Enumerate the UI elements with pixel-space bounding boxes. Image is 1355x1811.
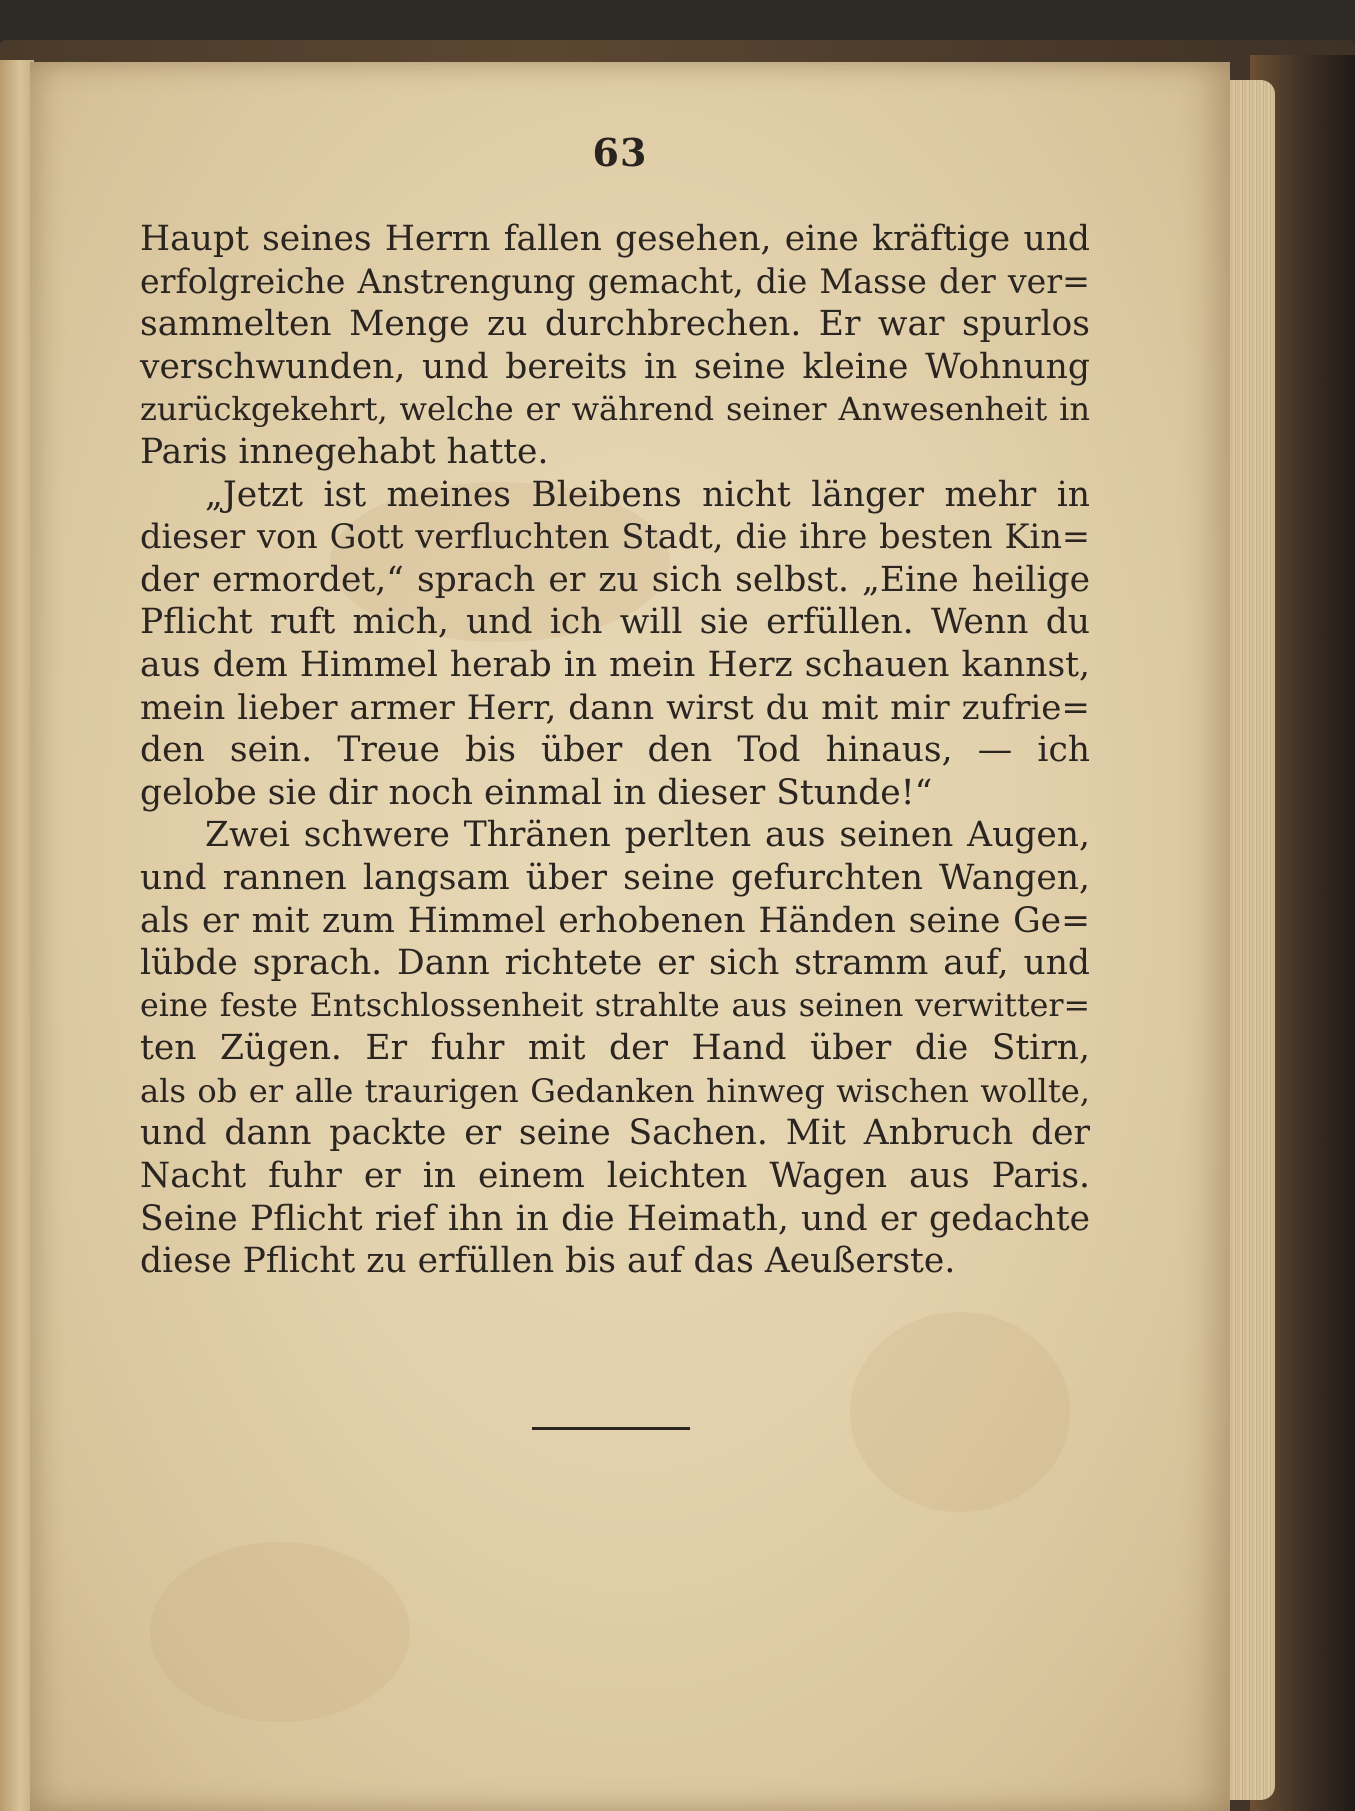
text-line: diese Pflicht zu erfüllen bis auf das Aeußerste. (140, 1241, 956, 1282)
text-line: erfolgreiche Anstrengung gemacht, die Masse der ver= (140, 261, 1090, 301)
text-line: zurückgekehrt, welche er während seiner Anwesenheit in (140, 390, 1090, 429)
text-line: der ermordet,“ sprach er zu sich selbst. „Eine heilige (140, 559, 1090, 600)
text-line: verschwunden, und bereits in seine kleine Wohnung (140, 346, 1090, 387)
text-line: Nacht fuhr er in einem leichten Wagen aus Paris. (140, 1156, 1090, 1197)
text-line: aus dem Himmel herab in mein Herz schauen kannst, (140, 644, 1090, 685)
text-line: den sein. Treue bis über den Tod hinaus, — ich (140, 730, 1090, 771)
paper-stain (150, 1542, 410, 1722)
text-line: „Jetzt ist meines Bleibens nicht länger mehr in (205, 474, 1090, 515)
text-line: Paris innegehabt hatte. (140, 431, 549, 472)
text-line: Seine Pflicht rief ihn in die Heimath, und er gedachte (140, 1198, 1090, 1239)
page-number: 63 (592, 130, 648, 175)
paper-stain (850, 1312, 1070, 1512)
text-line: eine feste Entschlossenheit strahlte aus seinen verwitter= (140, 987, 1090, 1024)
text-line: und rannen langsam über seine gefurchten Wangen, (140, 857, 1090, 898)
text-line: Pflicht ruft mich, und ich will sie erfüllen. Wenn du (140, 602, 1090, 643)
text-line: Haupt seines Herrn fallen gesehen, eine kräftige und (140, 219, 1090, 259)
body-text (140, 218, 1090, 1283)
text-line: dieser von Gott verfluchten Stadt, die ihre besten Kin= (140, 517, 1090, 557)
text-line: sammelten Menge zu durchbrechen. Er war spurlos (140, 304, 1090, 345)
chapter-end-rule (532, 1427, 690, 1430)
text-line: als ob er alle traurigen Gedanken hinweg wischen wollte, (140, 1071, 1090, 1110)
text-line: Zwei schwere Thränen perlten aus seinen Augen, (205, 815, 1090, 856)
text-line: ten Zügen. Er fuhr mit der Hand über die Stirn, (140, 1028, 1090, 1069)
text-line: als er mit zum Himmel erhobenen Händen seine Ge= (140, 900, 1090, 941)
text-line: und dann packte er seine Sachen. Mit Anbruch der (140, 1113, 1090, 1154)
text-line: lübde sprach. Dann richtete er sich stramm auf, und (140, 943, 1090, 984)
text-line: mein lieber armer Herr, dann wirst du mit mir zufrie= (140, 687, 1090, 728)
facing-page-edge (0, 60, 34, 1811)
text-line: gelobe sie dir noch einmal in dieser Stunde!“ (140, 772, 933, 813)
